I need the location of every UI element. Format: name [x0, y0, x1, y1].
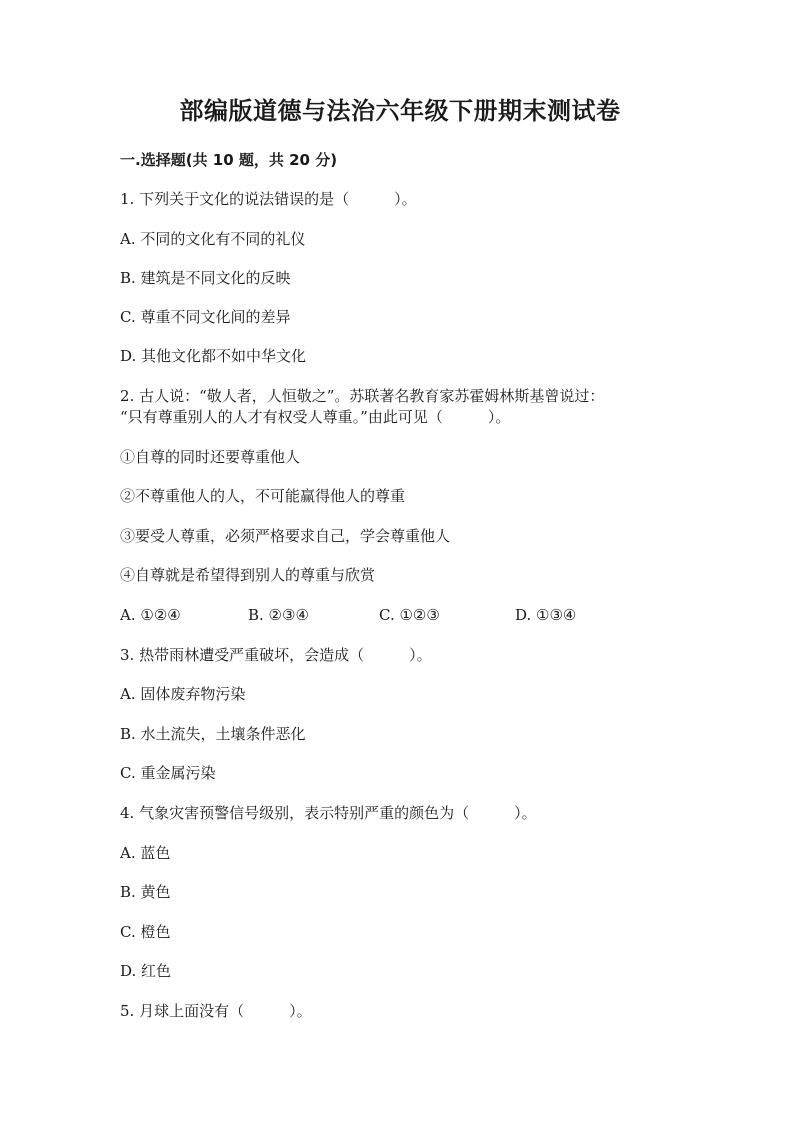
page-title: 部编版道德与法治六年级下册期末测试卷 — [179, 97, 621, 125]
question-2-stem-line-1: 2. 古人说：“敬人者，人恒敬之”。苏联著名教育家苏霍姆林斯基曾说过： — [120, 387, 605, 405]
question-3-option-b: B. 水土流失，土壤条件恶化 — [120, 725, 306, 743]
question-3-option-c: C. 重金属污染 — [120, 764, 216, 782]
question-4-option-b: B. 黄色 — [120, 883, 171, 901]
question-4-option-a: A. 蓝色 — [120, 844, 171, 862]
question-2-statement-2: ②不尊重他人的人，不可能赢得他人的尊重 — [120, 487, 406, 505]
question-3-option-a: A. 固体废弃物污染 — [120, 685, 246, 703]
section-heading: 一.选择题(共 10 题，共 20 分) — [120, 151, 338, 169]
question-5-stem: 5. 月球上面没有（ ）。 — [120, 1002, 312, 1020]
question-2-statement-4: ④自尊就是希望得到别人的尊重与欣赏 — [120, 566, 376, 584]
question-4-option-c: C. 橙色 — [120, 923, 171, 941]
question-1-option-c: C. 尊重不同文化间的差异 — [120, 308, 291, 326]
question-4-option-d: D. 红色 — [120, 962, 172, 980]
question-2-option-a: A. ①②④ — [120, 606, 181, 624]
question-3-stem: 3. 热带雨林遭受严重破坏，会造成（ ）。 — [120, 646, 432, 664]
question-1-option-a: A. 不同的文化有不同的礼仪 — [120, 230, 306, 248]
question-2-option-b: B. ②③④ — [248, 606, 309, 624]
question-1-option-d: D. 其他文化都不如中华文化 — [120, 347, 307, 365]
question-1-option-b: B. 建筑是不同文化的反映 — [120, 269, 291, 287]
question-2-option-c: C. ①②③ — [379, 606, 440, 624]
question-1-stem: 1. 下列关于文化的说法错误的是（ ）。 — [120, 190, 417, 208]
question-2-stem-line-2: “只有尊重别人的人才有权受人尊重。”由此可见（ ）。 — [120, 408, 511, 426]
question-2-statement-3: ③要受人尊重，必须严格要求自己，学会尊重他人 — [120, 527, 451, 545]
question-4-stem: 4. 气象灾害预警信号级别，表示特别严重的颜色为（ ）。 — [120, 804, 537, 822]
question-2-statement-1: ①自尊的同时还要尊重他人 — [120, 448, 301, 466]
question-2-option-d: D. ①③④ — [515, 606, 577, 624]
